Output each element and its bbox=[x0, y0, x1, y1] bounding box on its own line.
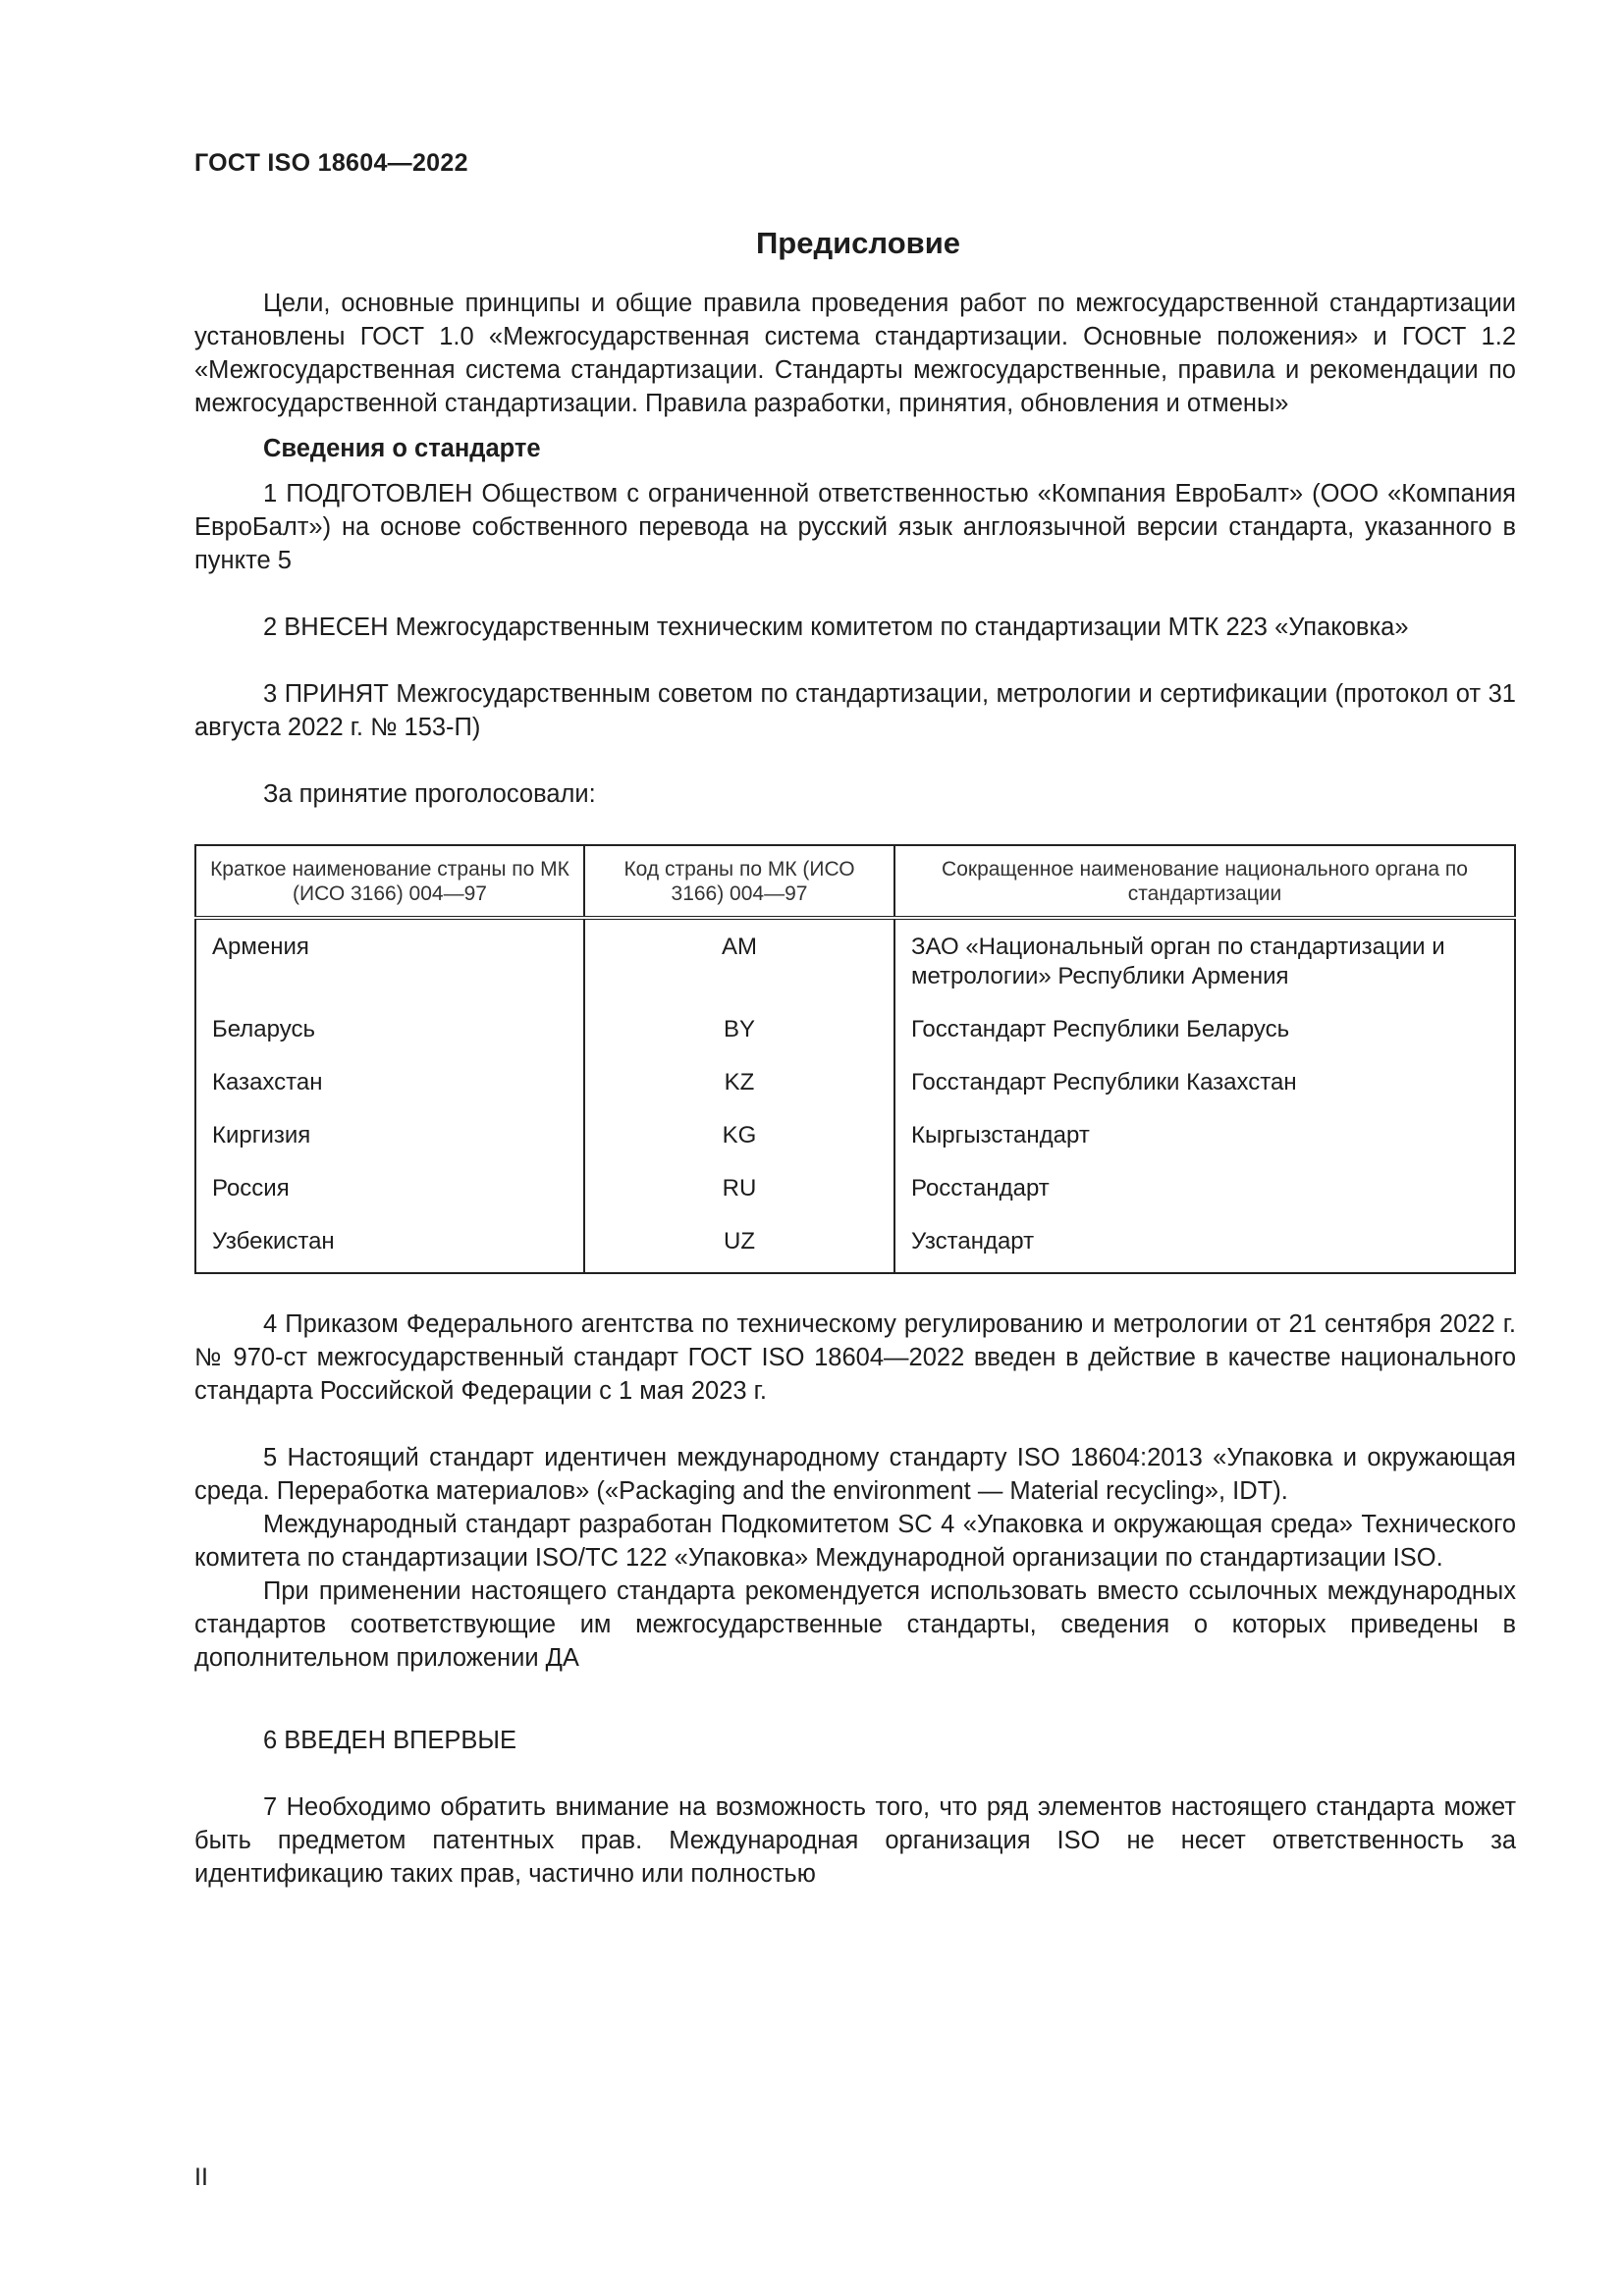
item-2: 2 ВНЕСЕН Межгосударственным техническим комитетом по стандартизации МТК 223 «Упаковка» bbox=[263, 614, 1409, 641]
item-1: 1 ПОДГОТОВЛЕН Обществом с ограниченной ответственностью «Компания ЕвроБалт» (ООО «Компания ЕвроБалт») на основе собственного перевода на русский язык англоязычной версии стандарта, указанного в пункте 5 bbox=[194, 480, 1516, 574]
item-5-application: При применении настоящего стандарта рекомендуется использовать вместо ссылочных международных стандартов соответствующие им межгосударственные стандарты, сведения о которых приведены в дополнительном приложении ДА bbox=[194, 1577, 1516, 1672]
table-row bbox=[195, 1011, 1515, 1064]
item-7: 7 Необходимо обратить внимание на возможность того, что ряд элементов настоящего стандарта может быть предметом патентных прав. Международная организация ISO не несет ответственность за идентификацию таких прав, частично или полностью bbox=[194, 1793, 1516, 1888]
national-body: Узстандарт bbox=[894, 1223, 1515, 1273]
country-name: Армения bbox=[195, 918, 584, 1011]
national-body: Кыргызстандарт bbox=[894, 1117, 1515, 1170]
country-name: Беларусь bbox=[195, 1011, 584, 1064]
document-code: ГОСТ ISO 18604—2022 bbox=[194, 149, 468, 177]
item-3: 3 ПРИНЯТ Межгосударственным советом по стандартизации, метрологии и сертификации (протокол от 31 августа 2022 г. № 153-П) bbox=[194, 680, 1516, 741]
table-header-row bbox=[195, 845, 1515, 918]
national-body: Росстандарт bbox=[894, 1170, 1515, 1223]
country-code: KZ bbox=[584, 1064, 894, 1117]
column-header-body: Сокращенное наименование национального органа по стандартизации bbox=[894, 845, 1515, 918]
table-row bbox=[195, 1064, 1515, 1117]
page-title: Предисловие bbox=[755, 226, 960, 260]
item-4: 4 Приказом Федерального агентства по техническому регулированию и метрологии от 21 сентября 2022 г. № 970-ст межгосударственный стандарт ГОСТ ISO 18604—2022 введен в действие в качестве национального стандарта Российской Федерации с 1 мая 2023 г. bbox=[194, 1310, 1516, 1405]
item-5-developer: Международный стандарт разработан Подкомитетом SC 4 «Упаковка и окружающая среда» Технического комитета по стандартизации ISO/TC 122 «Упаковка» Международной организации по стандартизации ISO. bbox=[194, 1511, 1516, 1572]
country-code: RU bbox=[584, 1170, 894, 1223]
intro-paragraph: Цели, основные принципы и общие правила проведения работ по межгосударственной стандартизации установлены ГОСТ 1.0 «Межгосударственная система стандартизации. Основные положения» и ГОСТ 1.2 «Межгосударственная система стандартизации. Стандарты межгосударственные, правила и рекомендации по межгосударственной стандартизации. Правила разработки, принятия, обновления и отмены» bbox=[194, 290, 1516, 417]
voted-label: За принятие проголосовали: bbox=[263, 780, 596, 808]
page-number: II bbox=[194, 2163, 208, 2191]
country-name: Россия bbox=[195, 1170, 584, 1223]
item-5-main: 5 Настоящий стандарт идентичен международному стандарту ISO 18604:2013 «Упаковка и окружающая среда. Переработка материалов» («Packaging and the environment — Material recycling», IDT). bbox=[194, 1444, 1516, 1505]
table-row bbox=[195, 918, 1515, 1011]
national-body: ЗАО «Национальный орган по стандартизации и метрологии» Республики Армения bbox=[894, 918, 1515, 1011]
country-code: BY bbox=[584, 1011, 894, 1064]
country-name: Казахстан bbox=[195, 1064, 584, 1117]
preface-body bbox=[194, 287, 1516, 1891]
table-row bbox=[195, 1170, 1515, 1223]
country-name: Узбекистан bbox=[195, 1223, 584, 1273]
national-body: Госстандарт Республики Казахстан bbox=[894, 1064, 1515, 1117]
item-6: 6 ВВЕДЕН ВПЕРВЫЕ bbox=[263, 1727, 517, 1754]
table-row bbox=[195, 1223, 1515, 1273]
column-header-country: Краткое наименование страны по МК (ИСО 3166) 004—97 bbox=[195, 845, 584, 918]
member-states-table bbox=[194, 844, 1516, 1274]
national-body: Госстандарт Республики Беларусь bbox=[894, 1011, 1515, 1064]
country-code: AM bbox=[584, 918, 894, 1011]
country-code: UZ bbox=[584, 1223, 894, 1273]
country-code: KG bbox=[584, 1117, 894, 1170]
column-header-code: Код страны по МК (ИСО 3166) 004—97 bbox=[584, 845, 894, 918]
table-row bbox=[195, 1117, 1515, 1170]
country-name: Киргизия bbox=[195, 1117, 584, 1170]
section-heading: Сведения о стандарте bbox=[263, 435, 541, 462]
